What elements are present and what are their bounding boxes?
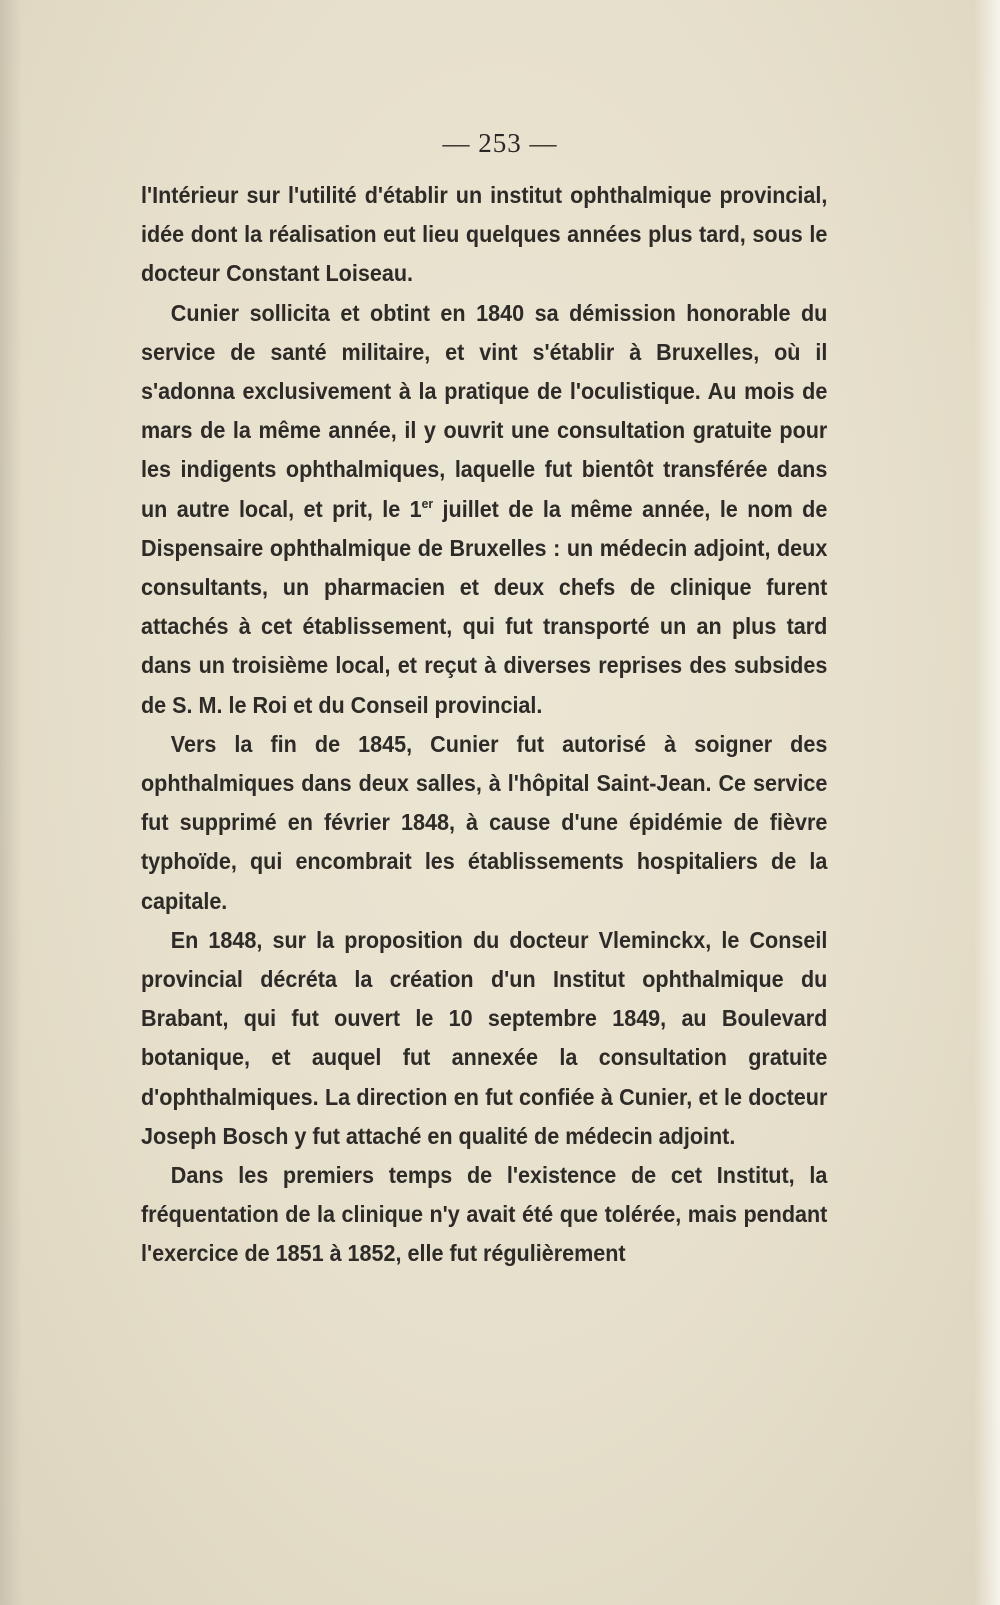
paragraph-2 xyxy=(141,294,827,725)
page-number: — 253 — xyxy=(442,128,558,158)
paragraph-3: Vers la fin de 1845, Cunier fut autorisé à soigner des ophthalmiques dans deux salles, à l'hôpital Saint-Jean. Ce service fut supprimé en février 1848, à cause d'une épidémie de fièvre typhoïde, qui encombrait les établissements hospitaliers de la capitale. xyxy=(141,730,828,914)
paragraph-2-part-2: juillet de la même année, le nom de Dispensaire ophthalmique de Bruxelles : un médecin adjoint, deux consultants, un pharmacien et deux chefs de clinique furent attachés à cet établissement, qui fut transporté un an plus tard dans un troisième local, et reçut à diverses reprises des subsides de S. M. le Roi et du Conseil provincial. xyxy=(141,495,828,718)
paragraph-1: l'Intérieur sur l'utilité d'établir un institut ophthalmique provincial, idée dont la réalisation eut lieu quelques années plus tard, sous le docteur Constant Loiseau. xyxy=(141,182,828,287)
body-text xyxy=(141,176,827,1274)
paragraph-2-part-1: Cunier sollicita et obtint en 1840 sa démission honorable du service de santé militaire, et vint s'établir à Bruxelles, où il s'adonna exclusivement à la pratique de l'oculistique. Au mois de mars de la même année, il y ouvrit une consultation gratuite pour les indigents ophthalmiques, laquelle fut bientôt transférée dans un autre local, et prit, le 1 xyxy=(141,299,828,522)
paragraph-5: Dans les premiers temps de l'existence de cet Institut, la fréquentation de la clinique n'y avait été que tolérée, mais pendant l'exercice de 1851 à 1852, elle fut régulièrement xyxy=(141,1162,828,1267)
paragraph-4: En 1848, sur la proposition du docteur Vleminckx, le Conseil provincial décréta la création d'un Institut ophthalmique du Brabant, qui fut ouvert le 10 septembre 1849, au Boulevard botanique, et auquel fut annexée la consultation gratuite d'ophthalmiques. La direction en fut confiée à Cunier, et le docteur Joseph Bosch y fut attaché en qualité de médecin adjoint. xyxy=(141,926,828,1149)
superscript-er: er xyxy=(421,495,434,511)
